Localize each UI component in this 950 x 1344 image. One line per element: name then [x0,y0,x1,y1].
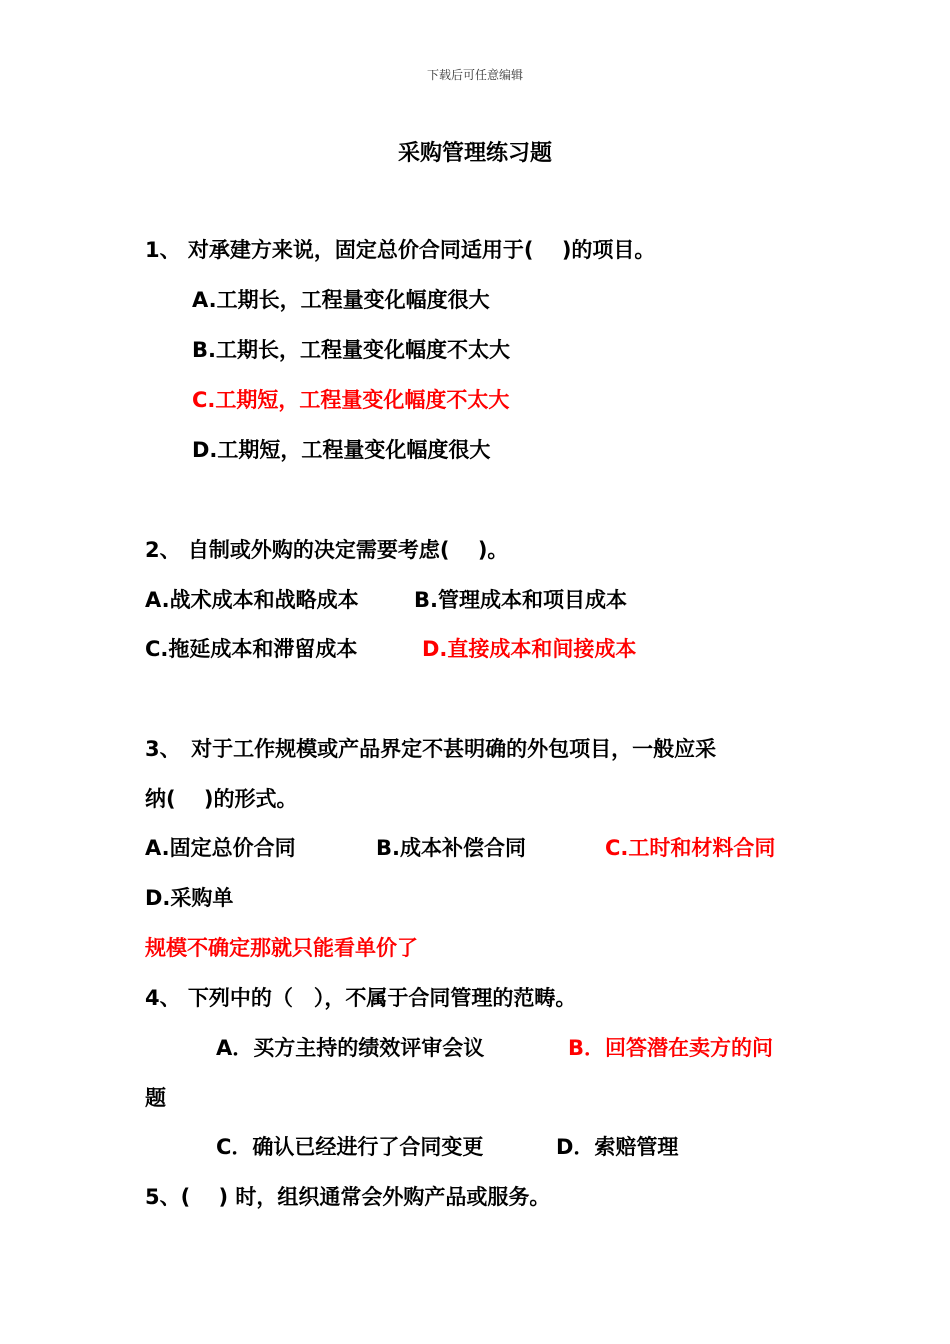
q4-option-d: D．索赔管理 [556,1135,679,1159]
q2-option-c: C.拖延成本和滞留成本 [145,637,358,661]
q3-option-a: A.固定总价合同 [145,836,296,860]
q1-option-d: D.工期短，工程量变化幅度很大 [192,438,491,462]
q1-option-b: B.工期长，工程量变化幅度不太大 [192,338,510,362]
q2-option-d: D.直接成本和间接成本 [422,637,637,661]
q2-option-b: B.管理成本和项目成本 [414,588,627,612]
q4-option-c: C．确认已经进行了合同变更 [216,1135,484,1159]
page-title: 采购管理练习题 [397,141,552,166]
q2-option-a: A.战术成本和战略成本 [145,588,359,612]
q4-option-b-line2: 题 [145,1086,166,1110]
q3-option-d: D.采购单 [145,886,234,910]
q4-stem: 4、 下列中的（ ），不属于合同管理的范畴。 [145,986,577,1010]
q3-stem-line1: 3、 对于工作规模或产品界定不甚明确的外包项目，一般应采 [145,737,717,761]
q3-note: 规模不确定那就只能看单价了 [145,936,418,960]
q1-option-a: A.工期长，工程量变化幅度很大 [192,288,490,312]
q1-option-c: C.工期短，工程量变化幅度不太大 [192,388,510,412]
q3-option-b: B.成本补偿合同 [376,836,526,860]
q2-stem: 2、 自制或外购的决定需要考虑( )。 [145,538,509,562]
q4-option-b-line1: B．回答潜在卖方的问 [568,1036,774,1060]
q4-option-a: A．买方主持的绩效评审会议 [216,1036,485,1060]
q1-stem: 1、 对承建方来说，固定总价合同适用于( )的项目。 [145,238,656,262]
header-note: 下载后可任意编辑 [426,68,523,82]
q3-option-c: C.工时和材料合同 [605,836,776,860]
q3-stem-line2: 纳( )的形式。 [145,787,298,811]
q5-stem: 5、( ) 时，组织通常会外购产品或服务。 [145,1185,551,1209]
